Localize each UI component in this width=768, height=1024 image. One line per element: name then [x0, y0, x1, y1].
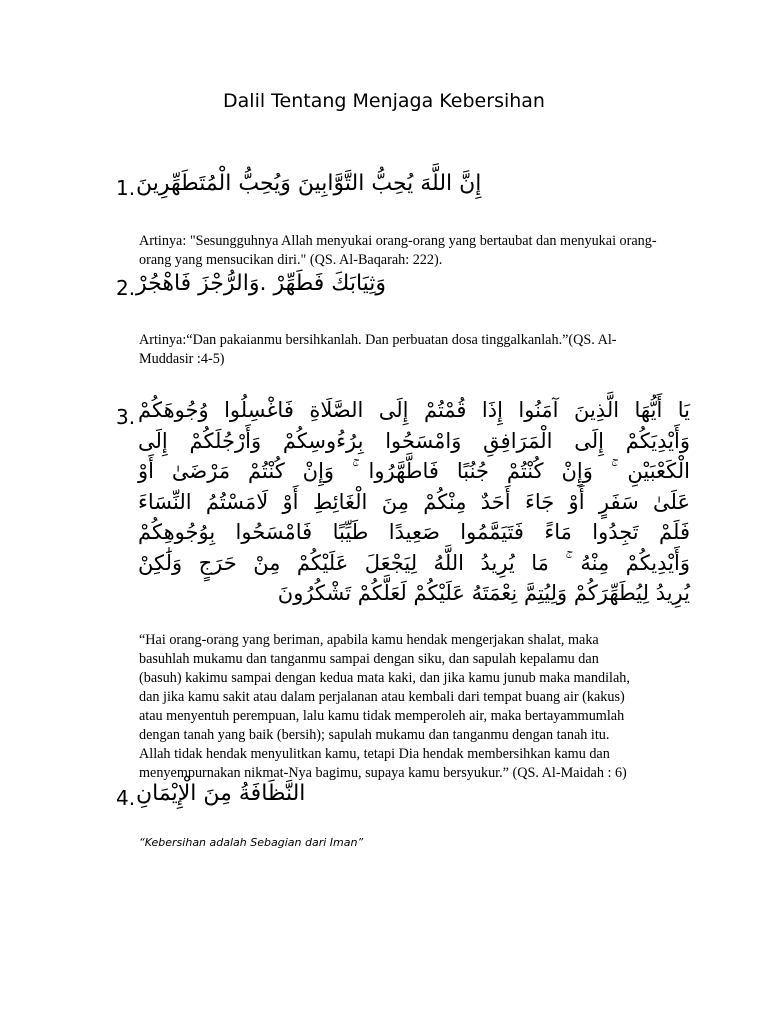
- item-2-translation: Artinya:“Dan pakaianmu bersihkanlah. Dan perbuatan dosa tinggalkanlah.”(QS. Al-Muddasir :4-5): [139, 332, 617, 367]
- item-4-arabic: النَّظَافَةُ مِنَ الْإِيْمَانِ: [136, 781, 306, 806]
- item-3-arabic-block: [138, 395, 690, 609]
- item-3-translation-line: (basuh) kakimu sampai dengan kedua mata kaki, dan jika kamu junub maka mandilah,: [139, 670, 630, 686]
- item-1-translation: Artinya: "Sesungguhnya Allah menyukai orang-orang yang bertaubat dan menyukai orang-orang yang mensucikan diri." (QS. Al-Baqarah: 222).: [139, 233, 657, 268]
- item-3-translation-line: “Hai orang-orang yang beriman, apabila kamu hendak mengerjakan shalat, maka: [139, 632, 599, 648]
- item-3-arabic-line: الْكَعْبَيْنِ ۚ وَإِنْ كُنْتُمْ جُنُبًا فَاطَّهَّرُوا ۚ وَإِنْ كُنْتُمْ مَرْضَىٰ أَوْ: [138, 459, 690, 483]
- page-title: Dalil Tentang Menjaga Kebersihan: [223, 90, 545, 112]
- item-3-translation: [139, 631, 699, 783]
- item-3-arabic-line: وَأَيْدِيكُمْ مِنْهُ ۚ مَا يُرِيدُ اللَّهُ لِيَجْعَلَ عَلَيْكُمْ مِنْ حَرَجٍ وَلَٰكِنْ: [138, 550, 690, 575]
- item-2-arabic: وَثِيَابَكَ فَطَهِّرْ .وَالرُّجْزَ فَاهْجُرْ: [136, 271, 387, 296]
- item-3-arabic-line: وَأَيْدِيَكُمْ إِلَى الْمَرَافِقِ وَامْسَحُوا بِرُءُوسِكُمْ وَأَرْجُلَكُمْ إِلَى: [138, 428, 690, 453]
- item-1-number: 1.: [116, 176, 136, 200]
- item-3-arabic-line: فَلَمْ تَجِدُوا مَاءً فَتَيَمَّمُوا صَعِيدًا طَيِّبًا فَامْسَحُوا بِوُجُوهِكُمْ: [138, 520, 690, 544]
- item-4-number: 4.: [116, 786, 136, 810]
- item-3-translation-line: menyempurnakan nikmat-Nya bagimu, supaya kamu bersyukur.” (QS. Al-Maidah : 6): [139, 765, 627, 781]
- item-3-translation-line: atau menyentuh perempuan, lalu kamu tidak memperoleh air, maka bertayammumlah: [139, 708, 625, 724]
- item-3-arabic-line: يَا أَيُّهَا الَّذِينَ آمَنُوا إِذَا قُمْتُمْ إِلَى الصَّلَاةِ فَاغْسِلُوا وُجُوهَكُمْ: [138, 398, 690, 422]
- item-3-number: 3.: [116, 405, 136, 429]
- item-2-number: 2.: [116, 276, 136, 300]
- item-3-translation-line: Allah tidak hendak menyulitkan kamu, tetapi Dia hendak membersihkan kamu dan: [139, 746, 610, 762]
- item-1-arabic: إِنَّ اللَّهَ يُحِبُّ التَّوَّابِينَ وَيُحِبُّ الْمُتَطَهِّرِينَ: [136, 171, 482, 196]
- item-3-arabic-line: يُرِيدُ لِيُطَهِّرَكُمْ وَلِيُتِمَّ نِعْمَتَهُ عَلَيْكُمْ لَعَلَّكُمْ تَشْكُرُونَ: [277, 581, 690, 605]
- item-4-translation: “Kebersihan adalah Sebagian dari Iman”: [139, 836, 364, 849]
- item-3-translation-line: basuhlah mukamu dan tanganmu sampai dengan siku, dan sapulah kepalamu dan: [139, 651, 599, 667]
- item-3-translation-line: dengan tanah yang baik (bersih); sapulah mukamu dan tanganmu dengan tanah itu.: [139, 727, 610, 743]
- item-3-translation-line: dan jika kamu sakit atau dalam perjalanan atau kembali dari tempat buang air (kakus): [139, 689, 625, 705]
- item-3-arabic-line: عَلَىٰ سَفَرٍ أَوْ جَاءَ أَحَدٌ مِنْكُمْ مِنَ الْغَائِطِ أَوْ لَامَسْتُمُ النِّسَاءَ: [138, 489, 690, 514]
